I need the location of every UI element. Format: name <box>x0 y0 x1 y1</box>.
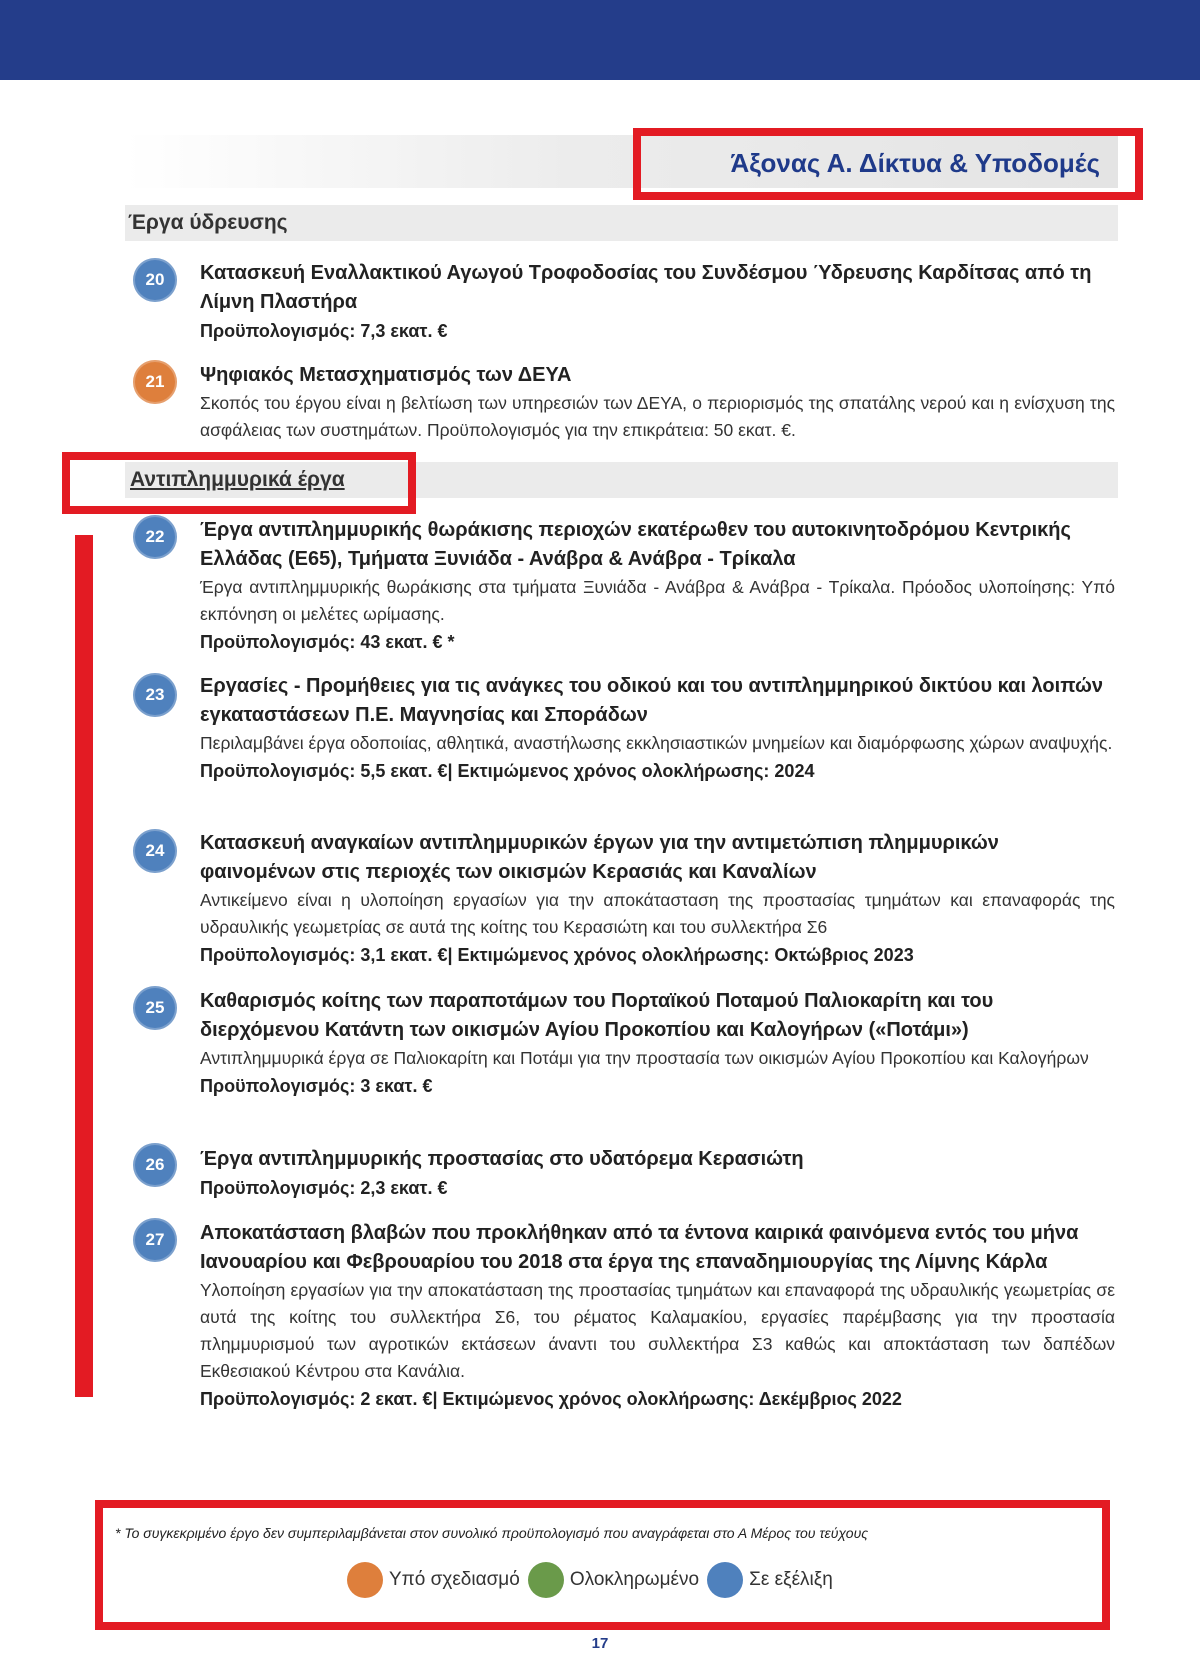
project-description: Σκοπός του έργου είναι η βελτίωση των υπηρεσιών των ΔΕΥΑ, ο περιορισμός της σπατάλης νερού και η ενίσχυση της ασφάλειας των συστημάτων. Προϋπολογισμός για την επικράτεια: 50 εκατ. €. <box>200 393 1115 440</box>
project-title: Εργασίες - Προμήθειες για τις ανάγκες του οδικού και του αντιπλημμηρικού δικτύου και λοιπών εγκαταστάσεων Π.Ε. Μαγνησίας και Σποράδων <box>200 675 1103 726</box>
project-budget: Προϋπολογισμός: 7,3 εκατ. € <box>200 321 448 341</box>
project-budget: Προϋπολογισμός: 5,5 εκατ. €| Εκτιμώμενος χρόνος ολοκλήρωσης: 2024 <box>200 761 815 781</box>
project-description: Έργα αντιπλημμυρικής θωράκισης στα τμήματα Ξυνιάδα - Ανάβρα & Ανάβρα - Τρίκαλα. Πρόοδος υλοποίησης: Υπό εκπόνηση οι μελέτες ωρίμασης. <box>200 577 1115 624</box>
project-budget: Προϋπολογισμός: 2,3 εκατ. € <box>200 1178 448 1198</box>
flood-section-marker-bar <box>75 535 93 1397</box>
project-number-badge: 27 <box>133 1218 177 1262</box>
project-item-27 <box>200 1219 1115 1413</box>
legend-dot-planned <box>347 1562 383 1598</box>
page-number: 17 <box>591 1635 609 1652</box>
project-budget: Προϋπολογισμός: 2 εκατ. €| Εκτιμώμενος χρόνος ολοκλήρωσης: Δεκέμβριος 2022 <box>200 1389 902 1409</box>
section-title-water-supply: Έργα ύδρευσης <box>128 211 288 234</box>
project-budget: Προϋπολογισμός: 3 εκατ. € <box>200 1076 433 1096</box>
project-description: Περιλαμβάνει έργα οδοποιίας, αθλητικά, αναστήλωσης εκκλησιαστικών μνημείων και διαμόρφωσης χώρων αναψυχής. <box>200 733 1113 753</box>
axis-title: Άξονας Α. Δίκτυα & Υποδομές <box>730 148 1100 178</box>
project-item-24 <box>200 829 1115 969</box>
project-budget: Προϋπολογισμός: 43 εκατ. € * <box>200 632 455 652</box>
project-title: Κατασκευή Εναλλακτικού Αγωγού Τροφοδοσίας του Συνδέσμου Ύδρευσης Καρδίτσας από τη Λίμνη Πλαστήρα <box>200 262 1092 313</box>
project-item-20 <box>200 259 1115 345</box>
project-item-26 <box>200 1145 1115 1202</box>
project-title: Αποκατάσταση βλαβών που προκλήθηκαν από τα έντονα καιρικά φαινόμενα εντός του μήνα Ιανουαρίου και Φεβρουαρίου του 2018 στα έργα της επαναδημιουργίας της Λίμνης Κάρλα <box>200 1222 1079 1273</box>
legend-dot-completed <box>528 1562 564 1598</box>
status-legend <box>347 1560 841 1600</box>
project-item-21 <box>200 361 1115 444</box>
project-number-badge: 20 <box>133 258 177 302</box>
top-banner <box>0 0 1200 80</box>
project-description: Αντικείμενο είναι η υλοποίηση εργασίων για την αποκάτασταση της προστασίας τμημάτων και επαναφοράς της υδραυλικής γεωμετρίας σε αυτά της κοίτης του Κερασιώτη και του συλλεκτήρα Σ6 <box>200 890 1115 937</box>
legend-label-planned: Υπό σχεδιασμό <box>389 1569 520 1590</box>
footnote: * Το συγκεκριμένο έργο δεν συμπεριλαμβάνεται στον συνολικό προϋπολογισμό που αναγράφεται στο Α Μέρος του τεύχους <box>115 1525 869 1541</box>
legend-label-completed: Ολοκληρωμένο <box>569 1569 700 1590</box>
project-number-badge: 24 <box>133 829 177 873</box>
project-title: Έργα αντιπλημμυρικής προστασίας στο υδατόρεμα Κερασιώτη <box>200 1148 804 1170</box>
project-number-badge: 22 <box>133 515 177 559</box>
project-number-badge: 25 <box>133 986 177 1030</box>
project-number-badge: 23 <box>133 673 177 717</box>
section-title-flood-protection: Αντιπλημμυρικά έργα <box>130 468 345 491</box>
project-title: Έργα αντιπλημμυρικής θωράκισης περιοχών εκατέρωθεν του αυτοκινητοδρόμου Κεντρικής Ελλάδας (Ε65), Τμήματα Ξυνιάδα - Ανάβρα & Ανάβρα - Τρίκαλα <box>200 519 1071 570</box>
project-number-badge: 26 <box>133 1143 177 1187</box>
legend-dot-in-progress <box>707 1562 743 1598</box>
project-item-22 <box>200 516 1115 656</box>
project-budget: Προϋπολογισμός: 3,1 εκατ. €| Εκτιμώμενος χρόνος ολοκλήρωσης: Οκτώβριος 2023 <box>200 945 914 965</box>
project-title: Καθαρισμός κοίτης των παραποτάμων του Πορταϊκού Ποταμού Παλιοκαρίτη και του διερχόμενου Κατάντη των οικισμών Αγίου Προκοπίου και Καλογήρων («Ποτάμι») <box>200 990 994 1041</box>
project-description: Υλοποίηση εργασίων για την αποκατάσταση της προστασίας τμημάτων και επαναφορά της υδραυλικής γεωμετρίας σε αυτά της κοίτης του συλλεκτήρα Σ6, του ρέματος Καλαμακίου, εργασίες παρέμβασης για την προστασία πλημμυρισμού των αγροτικών εκτάσεων άναντι του συλλεκτήρα Σ3 καθώς και αποκτάσταση των δαπέδων Εκθεσιακού Κέντρου στα Κανάλια. <box>200 1280 1115 1381</box>
axis-title-highlight <box>633 128 1143 200</box>
project-title: Ψηφιακός Μετασχηματισμός των ΔΕΥΑ <box>200 364 572 386</box>
project-item-25 <box>200 987 1115 1100</box>
legend-label-in-progress: Σε εξέλιξη <box>749 1569 833 1590</box>
project-number-badge: 21 <box>133 360 177 404</box>
flood-section-highlight <box>62 452 416 514</box>
project-description: Αντιπλημμυρικά έργα σε Παλιοκαρίτη και Ποτάμι για την προστασία των οικισμών Αγίου Προκοπίου και Καλογήρων <box>200 1048 1089 1068</box>
project-item-23 <box>200 672 1115 785</box>
project-title: Κατασκευή αναγκαίων αντιπλημμυρικών έργων για την αντιμετώπιση πλημμυρικών φαινομένων στις περιοχές των οικισμών Κερασιάς και Καναλίων <box>200 832 999 883</box>
